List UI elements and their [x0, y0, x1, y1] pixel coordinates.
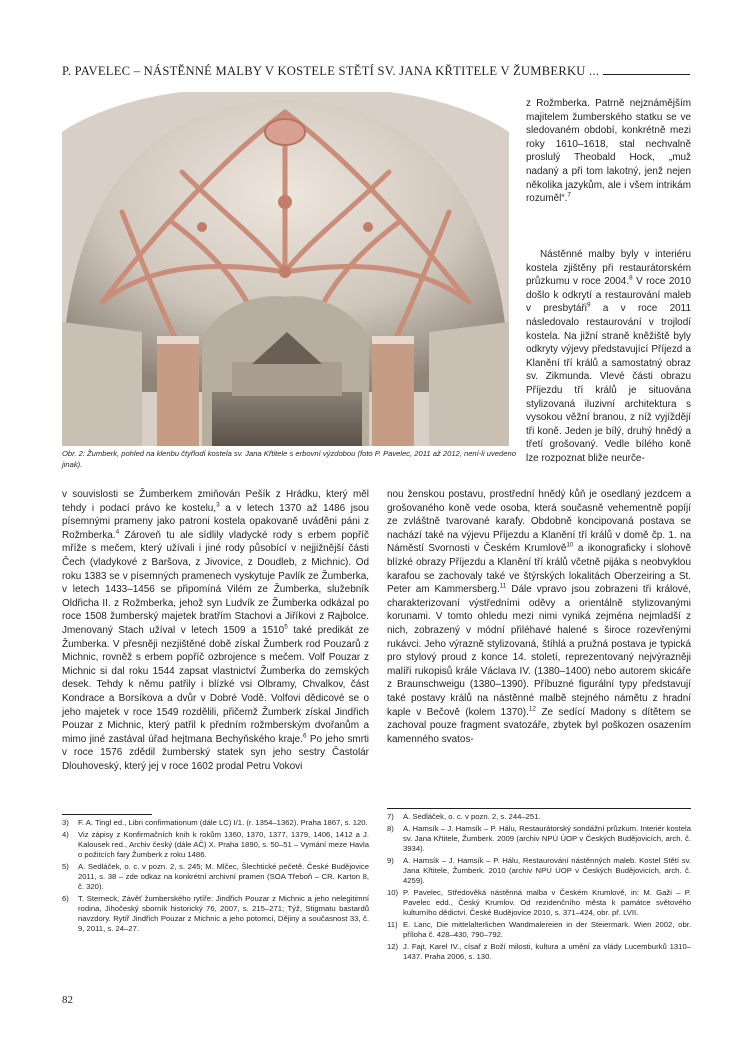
paragraph-text: Ze sedící Madony s dítětem se zachoval pouze fragment svatozáře, zbytek byl poškozen osazením kamenného svatos-	[387, 706, 691, 745]
footnote-ref: 10	[566, 542, 574, 550]
paragraph-text: také predikát ze Žumberka. V přesněji nezjištěné době získal Žumberk rod Pouzarů z Michnic, rovněž s erbem popříč ozbrojence s mečem. Volf Pouzar z Michnic si dal roku 1544 zapsat vlastnictví Žumberka do zemských desek. Tehdy k němu patřily i blízké vsi Olbramy, Chvalkov, část Kondrace a Borsíkova a dvůr v Dobré Vodě. Volfovi dědicové se o jeho majetek v roce 1549 rozdělili, přičemž Žumberk získal Jindřich Pouzar z Michnic, který patřil k předním rožmberským dvořanům a mimo jiné zastával úřad hejtmana Bechyňského kraje.	[62, 624, 369, 745]
paragraph-text: Dále vpravo jsou zobrazeni tři králové, charakterizovaní výstředními oděvy a orientálně stylizovanými korunami. V tomto ohledu mezi nimi vyniká zejména nejmladší z nich, zobrazený v módní přiléhavé halené s široce rozevřenými rukávci. Jeho výrazně stylizovaná, štíhlá a pružná postava je typická pro stylový proud z konce 14. století, reprezentovaný nejvýrazněji malíři rukopisů krále Václava IV. (1380–1400) nebo autorem skicáře z Braunschweigu (1380–1390). Příbuzné figurální typy představují také postavy králů na nástěnné malbě stejného námětu z hradní kaple v Bečově (kolem 1370).	[387, 584, 691, 718]
footnotes-left	[62, 818, 369, 936]
footnote-ref: 12	[528, 705, 536, 713]
footnote-ref: 9	[586, 302, 591, 310]
paragraph-text: z Rožmberka. Patrně nejznámějším majitelem žumberského statku se ve sledovaném období, konkrétně mezi roky 1610–1618, stal nechvalně proslulý Theobald Hock, „muž nadaný a při tom lakotný, jenž nejen několika jazykům, ale i všem intrikám rozuměl“.	[526, 98, 691, 205]
paragraph-text: nou ženskou postavu, prostřední hnědý kůň je osedlaný jezdcem a grošovaného koně vede osoba, která současně vehementně popíjí ze zvláštně tvarované karafy. Obdobně koncipovaná postava se nachází také na výjevu Příjezdu a Klanění tří králů v domě čp. 1. na Náměstí Svornosti v Českém Krumlově	[387, 489, 691, 555]
footnote: 4) Viz zápisy z Konfirmačních knih k rokům 1360, 1370, 1377, 1379, 1406, 1412 a J. Kalousek red., Archiv český (dále AČ) X. Praha 1890, s. 50–51 – Vymání meze Havla o požitcích fary Žumberk z roku 1486.	[62, 830, 369, 859]
paragraph-text: Zároveň tu ale sídlily vladycké rody s erbem popříč mříže s mečem, který užívali i jiné rody působící v nejjižnější části Čech (vladykové z Baršova, z Jivovice, z Doudleb, z Michnic). Od roku 1383 se v písemných pramenech vyskytuje Pavlík ze Žumberka, v letech 1433–1456 se připomíná Vilém ze Žumberka, služebník Oldřicha II. z Rožmberka, jehož syn Ludvík ze Žumberka odkázal po roce 1508 žumberský majetek bratřím Stachovi a Jiříkovi z Rajbolce. Jmenovaný Stach užíval v letech 1509 a 1510	[62, 529, 369, 636]
footnote-rule-left	[62, 814, 152, 815]
paragraph-text: a v letech 1370 až 1486 jsou písemnými prameny jako patroni kostela opakovaně uváděni páni z Rožmberka.	[62, 502, 369, 541]
footnote: 6) T. Sterneck, Závěť žumberského rytíře: Jindřich Pouzar z Michnic a jeho nelegitimní rodina, Jihočeský sborník historický 76, 2007, s. 215–271; Týž, Stigmatu bastardů navzdory. Rytíř Jindřich Pouzar z Michnic a jeho potomci, Dějiny a současnost 33, č. 9, 2011, s. 24–27.	[62, 894, 369, 933]
text-column-bottom-right	[387, 488, 691, 746]
paragraph-text: v souvislosti se Žumberkem zmiňován Pešík z Hrádku, který měl tehdy i podací právo ke kostelu,	[62, 489, 369, 514]
paragraph-text: Po jeho smrti v roce 1576 zdědil žumberský statek syn jeho sestry Častolár Dlouhoveský, který jej v roce 1602 prodal Petru Vokovi	[62, 733, 369, 772]
footnote: 12) J. Fajt, Karel IV., císař z Boží milosti, kultura a umění za vlády Lucemburků 1310–1437. Praha 2006, s. 130.	[387, 942, 691, 961]
vault-photo-illustration	[62, 92, 509, 446]
paragraph-text: a v roce 2011 následovalo restaurování v trojlodí kostela. Na jižní straně kněžiště byly odkryty výjevy představující Příjezd a Klanění tří králů a samostatný obraz sv. Zikmunda. Vlevé části obrazu Příjezdu tří králů je situována stylizovaná iluzivní architektura s vysokou věžní branou, z níž vyjíždějí tři koně. Jeden je bílý, druhý hnědý a třetí grošovaný. Vedle bílého koně lze rozpoznat bliže neurče-	[526, 303, 691, 464]
footnote: 5) A. Sedláček, o. c. v pozn. 2, s. 245; M. Mlčec, Šlechtické pečetě. České Budějovice 2011, s. 38 – zde odkaz na konkrétní archivní pramen (SOA Třeboň – CR. Karton 8, č. 320).	[62, 862, 369, 891]
footnote-ref: 6	[302, 732, 307, 740]
footnotes-right	[387, 812, 691, 964]
footnote: 7) A. Sedláček, o. c. v pozn. 2, s. 244–251.	[387, 812, 541, 821]
footnote-ref: 3	[216, 501, 220, 509]
running-header: P. PAVELEC – NÁSTĚNNÉ MALBY V KOSTELE STĚTÍ SV. JANA KŘTITELE V ŽUMBERKU ...	[62, 64, 600, 78]
footnote: 11) E. Lanc, Die mittelalterlichen Wandmalereien in der Steiermark. Wien 2002, obr. příloha č. 428–430, 790–792.	[387, 920, 691, 939]
vault-photo	[62, 92, 509, 446]
footnote-rule-right	[387, 808, 691, 809]
footnote-ref: 7	[567, 191, 571, 199]
footnote-ref: 5	[284, 623, 288, 631]
figure-caption: Obr. 2: Žumberk, pohled na klenbu čtyřlodí kostela sv. Jana Křtitele s erbovní výzdobou (foto P. Pavelec, 2011 až 2012, není-li uvedeno jinak).	[62, 449, 516, 469]
text-column-bottom-left	[62, 488, 369, 773]
paragraph-text: a ikonograficky i slohově blízké obrazy Příjezdu a Klanění tří králů včetně pijáka s neobvyklou karafou se zachovaly také ve štýrských lokalitách Oberzeiring a St. Peter am Kammersberg.	[387, 543, 691, 596]
footnote-ref: 8	[629, 274, 633, 282]
footnote: 3) F. A. Tingl ed., Libri confirmationum (dále LC) I/1. (r. 1354–1362). Praha 1867, s. 120.	[62, 818, 368, 827]
page-number: 82	[62, 994, 73, 1006]
footnote-ref: 4	[115, 528, 120, 536]
footnote: 9) A. Hamsík – J. Hamsík – P. Hálu, Restaurování nástěnných maleb. Kostel Stětí sv. Jana Křtitele, Žumberk. 2010 (archiv NPÚ ÚOP v Českých Budějovicích, arch. č. 4259).	[387, 856, 691, 885]
header-rule	[603, 74, 690, 75]
footnote-ref: 11	[499, 582, 507, 590]
footnote: 8) A. Hamsík – J. Hamsík – P. Hálu, Restaurátorský sondážní průzkum. Interiér kostela sv. Jana Křtitele, Žumberk. 2009 (archiv NPÚ ÚOP v Českých Budějovicích, arch. č. 3934).	[387, 824, 691, 853]
text-column-middle-right	[526, 248, 691, 466]
text-column-top-right	[526, 97, 691, 206]
footnote: 10) P. Pavelec, Středověká nástěnná malba v Českém Krumlově, in: M. Gaži – P. Pavelec edd., Český Krumlov. Od rezidenčního města k památce světového kulturního dědictví. České Budějovice 2010, s. 371–424, obr. př. LVII.	[387, 888, 691, 917]
paragraph-text: V roce 2010 došlo k odkrytí a restaurování maleb v presbytáři	[526, 276, 691, 315]
paragraph-text: Nástěnné malby byly v interiéru kostela zjištěny při restaurátorském průzkumu v roce 2004.	[526, 249, 691, 288]
